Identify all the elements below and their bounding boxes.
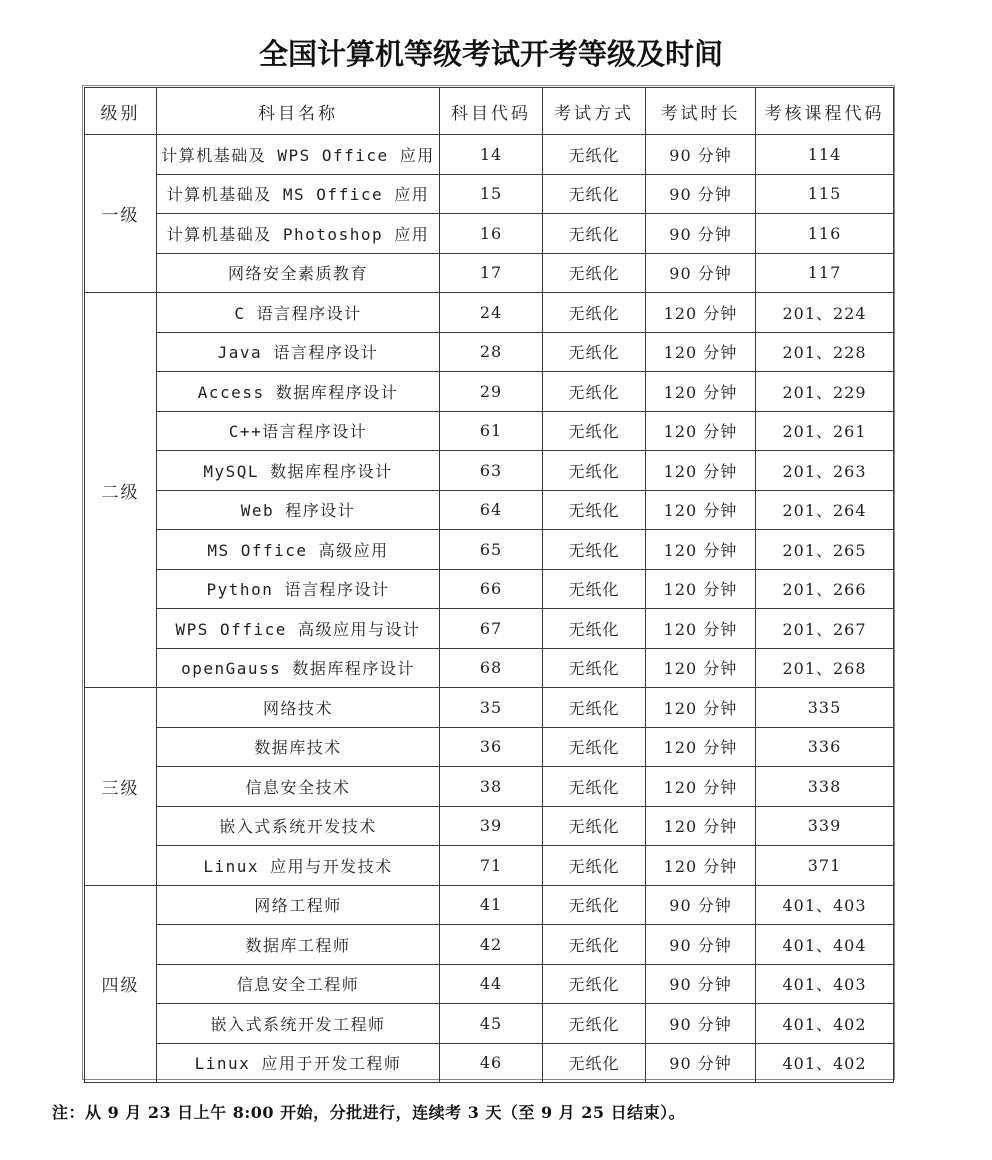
exam-duration-cell: 120 分钟 (646, 688, 756, 728)
subject-code-cell: 28 (440, 332, 543, 372)
subject-name-cell: C 语言程序设计 (157, 293, 440, 333)
header-subject-code: 科目代码 (440, 88, 543, 135)
subject-code-cell: 36 (440, 727, 543, 767)
table-header-row (85, 88, 894, 135)
subject-name-cell: Python 语言程序设计 (157, 569, 440, 609)
subject-code-cell: 15 (440, 174, 543, 214)
table-row (85, 1043, 894, 1083)
subject-name-cell: Linux 应用于开发工程师 (157, 1043, 440, 1083)
exam-duration-cell: 90 分钟 (646, 214, 756, 254)
exam-mode-cell: 无纸化 (543, 253, 646, 293)
course-codes-cell: 201、264 (756, 490, 894, 530)
table-row (85, 806, 894, 846)
exam-duration-cell: 120 分钟 (646, 530, 756, 570)
course-codes-cell: 371 (756, 846, 894, 886)
subject-name-cell: MySQL 数据库程序设计 (157, 451, 440, 491)
exam-duration-cell: 120 分钟 (646, 451, 756, 491)
subject-name-cell: 网络工程师 (157, 885, 440, 925)
exam-mode-cell: 无纸化 (543, 609, 646, 649)
exam-mode-cell: 无纸化 (543, 135, 646, 175)
subject-name-cell: Java 语言程序设计 (157, 332, 440, 372)
subject-name-cell: 网络技术 (157, 688, 440, 728)
header-level: 级别 (85, 88, 157, 135)
exam-duration-cell: 120 分钟 (646, 411, 756, 451)
header-subject-name: 科目名称 (157, 88, 440, 135)
exam-mode-cell: 无纸化 (543, 490, 646, 530)
exam-mode-cell: 无纸化 (543, 293, 646, 333)
subject-name-cell: 信息安全工程师 (157, 964, 440, 1004)
header-course-codes: 考核课程代码 (756, 88, 894, 135)
subject-code-cell: 45 (440, 1004, 543, 1044)
table-row (85, 372, 894, 412)
subject-code-cell: 44 (440, 964, 543, 1004)
exam-duration-cell: 120 分钟 (646, 569, 756, 609)
table-row (85, 411, 894, 451)
exam-duration-cell: 120 分钟 (646, 609, 756, 649)
table-row (85, 925, 894, 965)
subject-code-cell: 42 (440, 925, 543, 965)
course-codes-cell: 401、403 (756, 885, 894, 925)
table-row (85, 451, 894, 491)
table-row (85, 253, 894, 293)
table-row (85, 135, 894, 175)
subject-code-cell: 29 (440, 372, 543, 412)
exam-mode-cell: 无纸化 (543, 451, 646, 491)
course-codes-cell: 201、263 (756, 451, 894, 491)
level-cell: 一级 (85, 135, 157, 293)
exam-mode-cell: 无纸化 (543, 648, 646, 688)
subject-code-cell: 38 (440, 767, 543, 807)
subject-code-cell: 63 (440, 451, 543, 491)
table-row (85, 846, 894, 886)
subject-name-cell: 信息安全技术 (157, 767, 440, 807)
subject-code-cell: 35 (440, 688, 543, 728)
subject-name-cell: 嵌入式系统开发工程师 (157, 1004, 440, 1044)
subject-name-cell: 嵌入式系统开发技术 (157, 806, 440, 846)
exam-mode-cell: 无纸化 (543, 964, 646, 1004)
course-codes-cell: 338 (756, 767, 894, 807)
exam-duration-cell: 120 分钟 (646, 767, 756, 807)
course-codes-cell: 116 (756, 214, 894, 254)
exam-table-frame (82, 85, 895, 1080)
table-row (85, 569, 894, 609)
exam-mode-cell: 无纸化 (543, 1004, 646, 1044)
subject-name-cell: 计算机基础及 MS Office 应用 (157, 174, 440, 214)
table-row (85, 332, 894, 372)
exam-duration-cell: 120 分钟 (646, 648, 756, 688)
exam-mode-cell: 无纸化 (543, 411, 646, 451)
course-codes-cell: 114 (756, 135, 894, 175)
course-codes-cell: 201、266 (756, 569, 894, 609)
subject-name-cell: WPS Office 高级应用与设计 (157, 609, 440, 649)
table-row (85, 490, 894, 530)
level-cell: 二级 (85, 293, 157, 688)
table-row (85, 885, 894, 925)
exam-mode-cell: 无纸化 (543, 885, 646, 925)
subject-name-cell: 网络安全素质教育 (157, 253, 440, 293)
table-row (85, 767, 894, 807)
level-cell: 三级 (85, 688, 157, 886)
subject-name-cell: 计算机基础及 Photoshop 应用 (157, 214, 440, 254)
course-codes-cell: 401、403 (756, 964, 894, 1004)
exam-duration-cell: 120 分钟 (646, 846, 756, 886)
exam-duration-cell: 120 分钟 (646, 490, 756, 530)
table-row (85, 727, 894, 767)
course-codes-cell: 201、265 (756, 530, 894, 570)
course-codes-cell: 201、229 (756, 372, 894, 412)
course-codes-cell: 339 (756, 806, 894, 846)
subject-name-cell: MS Office 高级应用 (157, 530, 440, 570)
subject-code-cell: 24 (440, 293, 543, 333)
exam-duration-cell: 90 分钟 (646, 964, 756, 1004)
exam-duration-cell: 120 分钟 (646, 332, 756, 372)
footnote: 注：从 9 月 23 日上午 8:00 开始，分批进行，连续考 3 天（至 9 月 25 日结束）。 (52, 1103, 686, 1122)
exam-levels-table (84, 87, 894, 1083)
table-row (85, 293, 894, 333)
subject-name-cell: Linux 应用与开发技术 (157, 846, 440, 886)
course-codes-cell: 336 (756, 727, 894, 767)
subject-name-cell: C++语言程序设计 (157, 411, 440, 451)
level-cell: 四级 (85, 885, 157, 1083)
subject-name-cell: Web 程序设计 (157, 490, 440, 530)
subject-code-cell: 65 (440, 530, 543, 570)
subject-code-cell: 41 (440, 885, 543, 925)
course-codes-cell: 201、268 (756, 648, 894, 688)
exam-duration-cell: 90 分钟 (646, 1004, 756, 1044)
header-exam-mode: 考试方式 (543, 88, 646, 135)
exam-mode-cell: 无纸化 (543, 767, 646, 807)
table-row (85, 174, 894, 214)
table-row (85, 214, 894, 254)
subject-name-cell: 数据库技术 (157, 727, 440, 767)
exam-duration-cell: 90 分钟 (646, 135, 756, 175)
exam-duration-cell: 120 分钟 (646, 372, 756, 412)
exam-duration-cell: 90 分钟 (646, 174, 756, 214)
course-codes-cell: 115 (756, 174, 894, 214)
subject-code-cell: 17 (440, 253, 543, 293)
exam-mode-cell: 无纸化 (543, 530, 646, 570)
document-title: 全国计算机等级考试开考等级及时间 (258, 37, 723, 71)
exam-mode-cell: 无纸化 (543, 372, 646, 412)
subject-code-cell: 67 (440, 609, 543, 649)
exam-mode-cell: 无纸化 (543, 806, 646, 846)
exam-mode-cell: 无纸化 (543, 569, 646, 609)
subject-code-cell: 14 (440, 135, 543, 175)
exam-duration-cell: 90 分钟 (646, 253, 756, 293)
subject-code-cell: 46 (440, 1043, 543, 1083)
exam-duration-cell: 120 分钟 (646, 727, 756, 767)
table-body (85, 135, 894, 1083)
course-codes-cell: 335 (756, 688, 894, 728)
table-row (85, 648, 894, 688)
subject-code-cell: 66 (440, 569, 543, 609)
course-codes-cell: 401、402 (756, 1004, 894, 1044)
subject-code-cell: 16 (440, 214, 543, 254)
exam-mode-cell: 无纸化 (543, 727, 646, 767)
subject-code-cell: 64 (440, 490, 543, 530)
table-row (85, 609, 894, 649)
table-row (85, 1004, 894, 1044)
exam-duration-cell: 120 分钟 (646, 806, 756, 846)
exam-duration-cell: 90 分钟 (646, 925, 756, 965)
course-codes-cell: 401、402 (756, 1043, 894, 1083)
table-row (85, 530, 894, 570)
exam-mode-cell: 无纸化 (543, 846, 646, 886)
subject-name-cell: 计算机基础及 WPS Office 应用 (157, 135, 440, 175)
subject-code-cell: 39 (440, 806, 543, 846)
subject-name-cell: openGauss 数据库程序设计 (157, 648, 440, 688)
table-row (85, 964, 894, 1004)
exam-duration-cell: 120 分钟 (646, 293, 756, 333)
course-codes-cell: 201、228 (756, 332, 894, 372)
course-codes-cell: 201、267 (756, 609, 894, 649)
exam-mode-cell: 无纸化 (543, 688, 646, 728)
subject-name-cell: Access 数据库程序设计 (157, 372, 440, 412)
subject-code-cell: 68 (440, 648, 543, 688)
table-row (85, 688, 894, 728)
course-codes-cell: 117 (756, 253, 894, 293)
exam-mode-cell: 无纸化 (543, 174, 646, 214)
exam-mode-cell: 无纸化 (543, 214, 646, 254)
exam-duration-cell: 90 分钟 (646, 885, 756, 925)
subject-code-cell: 61 (440, 411, 543, 451)
exam-mode-cell: 无纸化 (543, 1043, 646, 1083)
course-codes-cell: 201、261 (756, 411, 894, 451)
exam-mode-cell: 无纸化 (543, 925, 646, 965)
exam-mode-cell: 无纸化 (543, 332, 646, 372)
course-codes-cell: 401、404 (756, 925, 894, 965)
header-exam-duration: 考试时长 (646, 88, 756, 135)
subject-name-cell: 数据库工程师 (157, 925, 440, 965)
exam-duration-cell: 90 分钟 (646, 1043, 756, 1083)
course-codes-cell: 201、224 (756, 293, 894, 333)
subject-code-cell: 71 (440, 846, 543, 886)
